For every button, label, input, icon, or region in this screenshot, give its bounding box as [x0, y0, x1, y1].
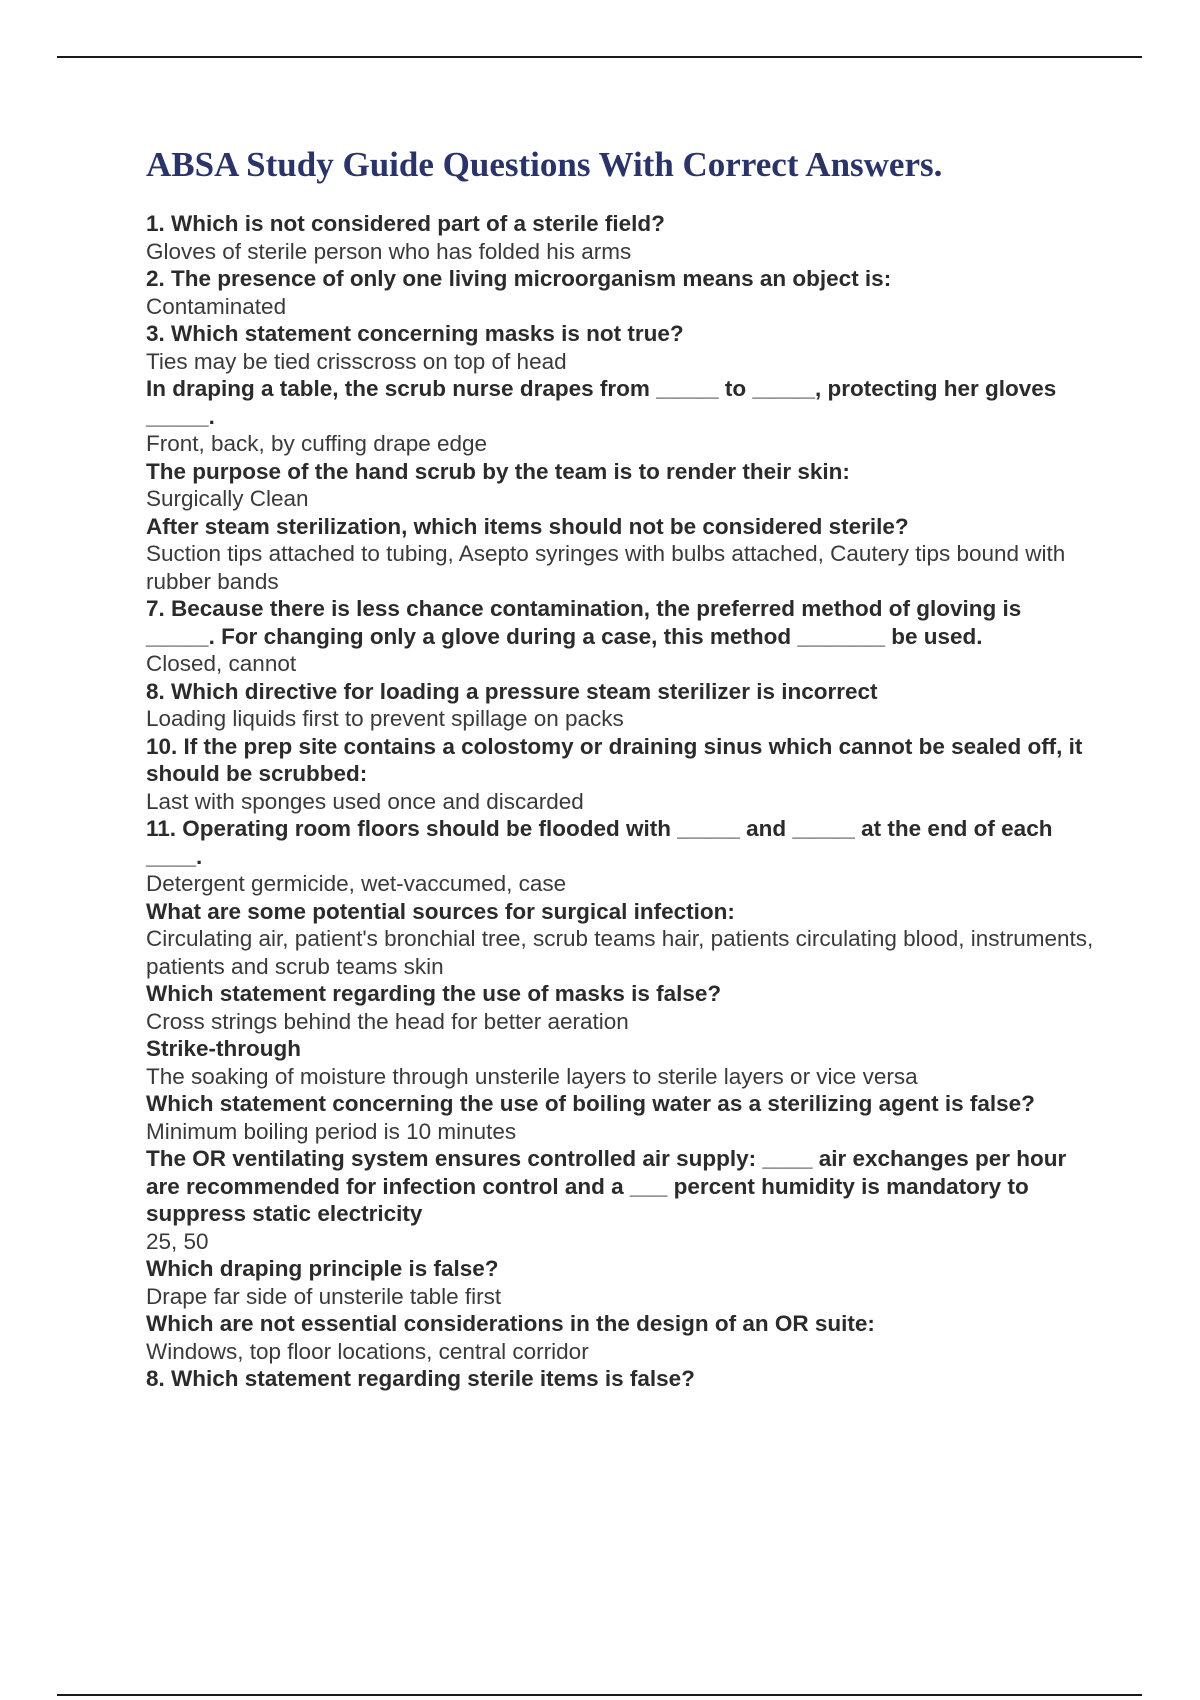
answer-text: Cross strings behind the head for better aeration	[146, 1008, 629, 1034]
answer-text: Drape far side of unsterile table first	[146, 1283, 502, 1309]
top-rule	[57, 56, 1142, 58]
question-text: Which statement regarding the use of masks is false?	[146, 981, 722, 1006]
question-text: 3. Which statement concerning masks is not true?	[146, 321, 684, 346]
bottom-rule	[57, 1694, 1142, 1696]
question-text: 8. Which directive for loading a pressure steam sterilizer is incorrect	[146, 678, 878, 704]
question-text: After steam sterilization, which items should not be considered sterile?	[146, 513, 909, 539]
question-text: Which statement concerning the use of boiling water as a sterilizing agent is false?	[146, 1091, 1035, 1116]
question-text: 1. Which is not considered part of a sterile field?	[146, 211, 665, 236]
question-text: 8. Which statement regarding sterile items is false?	[146, 1366, 695, 1391]
answer-text: Last with sponges used once and discarded	[146, 788, 584, 814]
answer-text: Ties may be tied crisscross on top of head	[146, 348, 567, 374]
answer-text: Loading liquids first to prevent spillage on packs	[146, 706, 624, 731]
question-text: Which draping principle is false?	[146, 1256, 499, 1281]
question-text: 10. If the prep site contains a colostomy or draining sinus which cannot be sealed off, it should be scrubbed:	[146, 733, 1083, 786]
answer-text: Windows, top floor locations, central corridor	[146, 1338, 589, 1364]
question-text: 11. Operating room floors should be flooded with _____ and _____ at the end of each ____.	[146, 816, 1053, 869]
question-text: Which are not essential considerations in the design of an OR suite:	[146, 1311, 875, 1336]
answer-text: Detergent germicide, wet-vaccumed, case	[146, 871, 567, 896]
question-text: The OR ventilating system ensures controlled air supply: ____ air exchanges per hour are recommended for infection control and a ___ percent humidity is mandatory to suppress static electricity	[146, 1146, 1067, 1226]
answer-text: The soaking of moisture through unsterile layers to sterile layers or vice versa	[146, 1063, 918, 1089]
question-text: What are some potential sources for surgical infection:	[146, 898, 735, 924]
document-title: ABSA Study Guide Questions With Correct Answers.	[146, 145, 943, 184]
answer-text: Front, back, by cuffing drape edge	[146, 431, 488, 456]
answer-text: Circulating air, patient's bronchial tree, scrub teams hair, patients circulating blood, instruments, patients and scrub teams skin	[146, 926, 1094, 979]
answer-text: Closed, cannot	[146, 651, 297, 676]
question-text: In draping a table, the scrub nurse drapes from _____ to _____, protecting her gloves _____.	[146, 376, 1057, 429]
question-text: Strike-through	[146, 1036, 301, 1061]
answer-text: Surgically Clean	[146, 486, 309, 511]
question-text: 7. Because there is less chance contamination, the preferred method of gloving is _____. For changing only a glove during a case, this method _______ be used.	[146, 596, 1022, 649]
answer-text: Minimum boiling period is 10 minutes	[146, 1118, 517, 1144]
question-text: The purpose of the hand scrub by the team is to render their skin:	[146, 458, 850, 484]
answer-text: Contaminated	[146, 293, 287, 319]
qa-list	[146, 210, 1096, 1393]
answer-text: Suction tips attached to tubing, Asepto syringes with bulbs attached, Cautery tips bound with rubber bands	[146, 541, 1066, 594]
answer-text: 25, 50	[146, 1228, 209, 1254]
document-body	[146, 144, 1096, 1393]
question-text: 2. The presence of only one living microorganism means an object is:	[146, 266, 892, 291]
answer-text: Gloves of sterile person who has folded his arms	[146, 238, 632, 264]
